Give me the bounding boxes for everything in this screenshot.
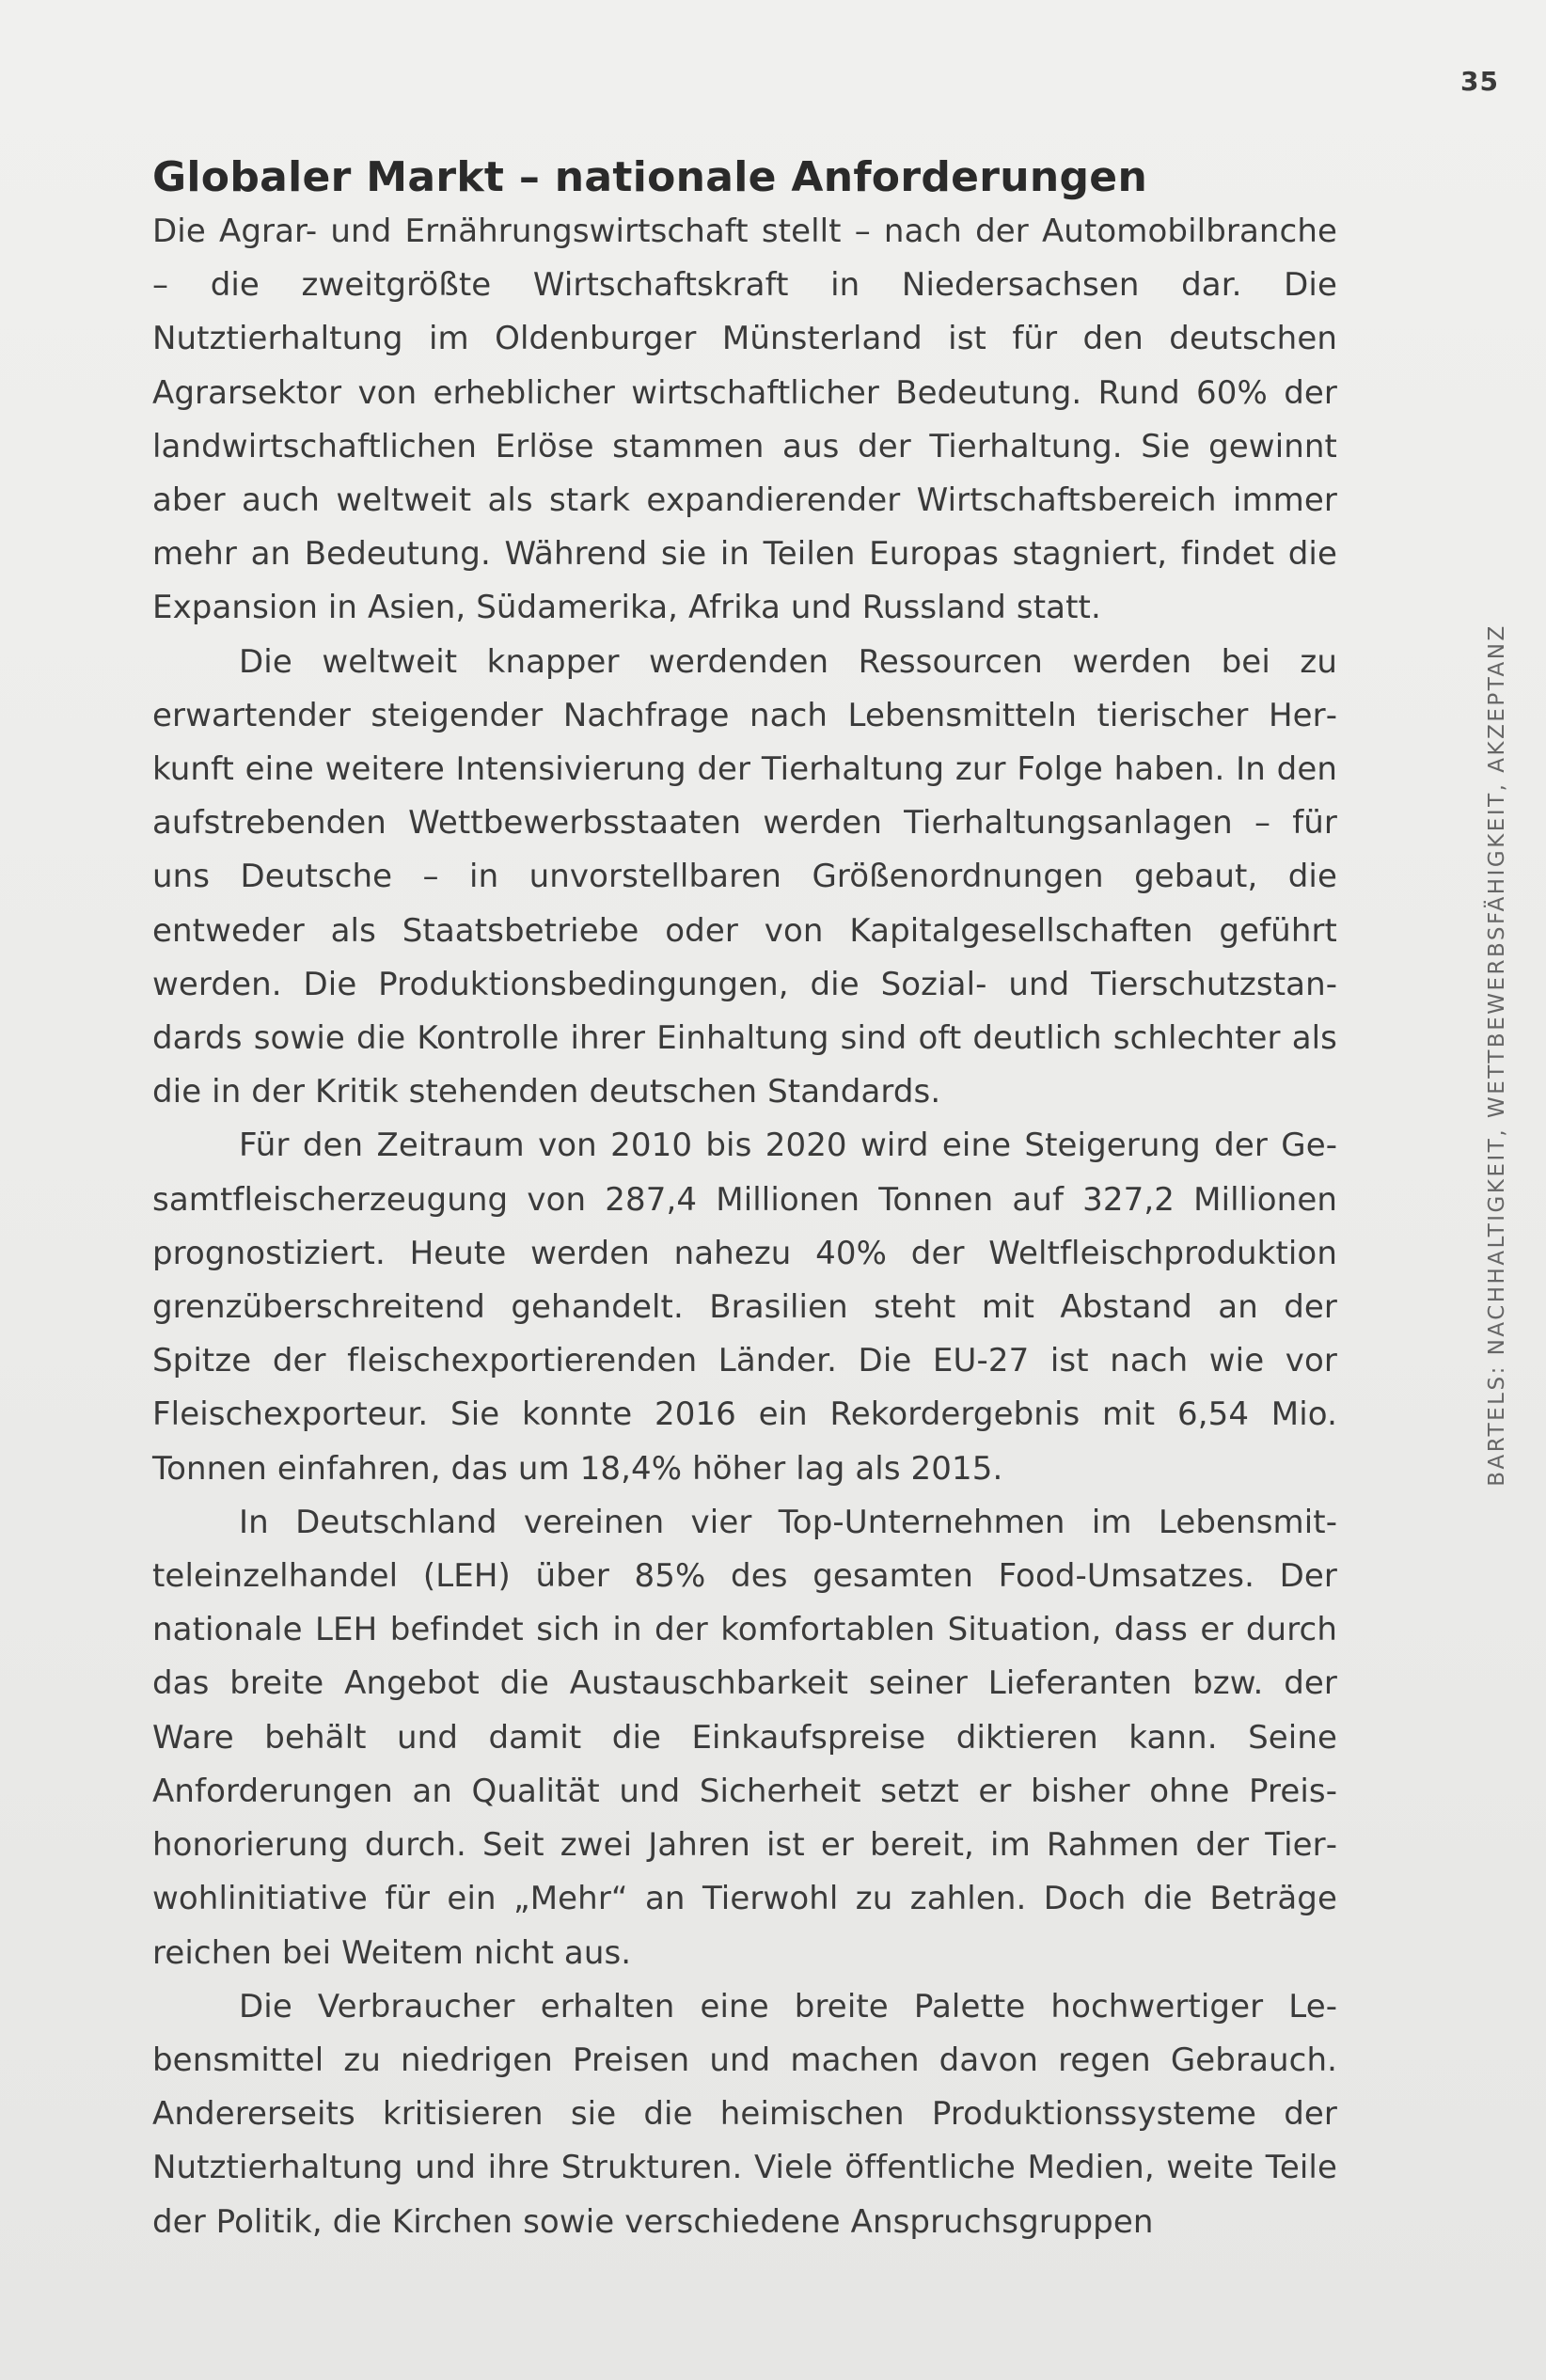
paragraph-1: Die Agrar- und Ernährungswirtschaft stellt – nach der Automobilbranche – die zweitgrößte Wirtschaftskraft in Niedersachsen dar. Die Nutztierhaltung im Oldenburger Münsterland ist für den deutschen Agrarsektor von erheblicher wirtschaftlicher Bedeutung. Rund 60% der landwirtschaftlichen Erlöse stammen aus der Tierhaltung. Sie gewinnt aber auch weltweit als stark expandierender Wirtschaftsbereich immer mehr an Bedeutung. Während sie in Teilen Europas stagniert, findet die Expansion in Asien, Südamerika, Afrika und Russland statt. xyxy=(152,213,1337,627)
body-text xyxy=(152,205,1337,2249)
article xyxy=(152,150,1337,2249)
paragraph-2: Die weltweit knapper werdenden Ressourcen werden bei zu erwartender steigender Nachfrage nach Lebensmitteln tierischer Herkunft eine weitere Intensivierung der Tierhaltung zur Folge haben. In den aufstrebenden Wettbewerbsstaaten werden Tierhaltungsanlagen – für uns Deutsche – in unvorstellbaren Größenordnungen gebaut, die entweder als Staatsbetriebe oder von Kapitalgesellschaften geführt werden. Die Produktionsbedingungen, die Sozial- und Tierschutzstandards sowie die Kontrolle ihrer Einhaltung sind oft deutlich schlechter als die in der Kritik stehenden deutschen Standards. xyxy=(152,642,1337,1111)
page-number: 35 xyxy=(1460,66,1499,97)
running-head: BARTELS: NACHHALTIGKEIT, WETTBEWERBSFÄHIGKEIT, AKZEPTANZ xyxy=(1485,623,1509,1487)
section-heading: Globaler Markt – nationale Anforderungen xyxy=(152,153,1148,201)
paragraph-3: Für den Zeitraum von 2010 bis 2020 wird eine Steigerung der Gesamtfleischerzeugung von 287,4 Millionen Tonnen auf 327,2 Millionen prognostiziert. Heute werden nahezu 40% der Weltfleischproduktion grenzüberschreitend gehandelt. Brasilien steht mit Abstand an der Spitze der fleischexportierenden Länder. Die EU-27 ist nach wie vor Fleischexporteur. Sie konnte 2016 ein Rekordergebnis mit 6,54 Mio. Tonnen einfahren, das um 18,4% höher lag als 2015. xyxy=(152,1127,1337,1488)
paragraph-5: Die Verbraucher erhalten eine breite Palette hochwertiger Lebensmittel zu niedrigen Preisen und machen davon regen Gebrauch. Andererseits kritisieren sie die heimischen Produktionssysteme der Nutztierhaltung und ihre Strukturen. Viele öffentliche Medien, weite Teile der Politik, die Kirchen sowie verschiedene Anspruchsgruppen xyxy=(152,1987,1337,2241)
paragraph-4: In Deutschland vereinen vier Top-Unternehmen im Lebensmitteleinzelhandel (LEH) über 85% des gesamten Food-Umsatzes. Der nationale LEH befindet sich in der komfortablen Situation, dass er durch das breite Angebot die Austauschbarkeit seiner Lieferanten bzw. der Ware behält und damit die Einkaufspreise diktieren kann. Seine Anforderungen an Qualität und Sicherheit setzt er bisher ohne Preishonorierung durch. Seit zwei Jahren ist er bereit, im Rahmen der Tierwohlinitiative für ein „Mehr“ an Tierwohl zu zahlen. Doch die Beträge reichen bei Weitem nicht aus. xyxy=(152,1503,1337,1972)
